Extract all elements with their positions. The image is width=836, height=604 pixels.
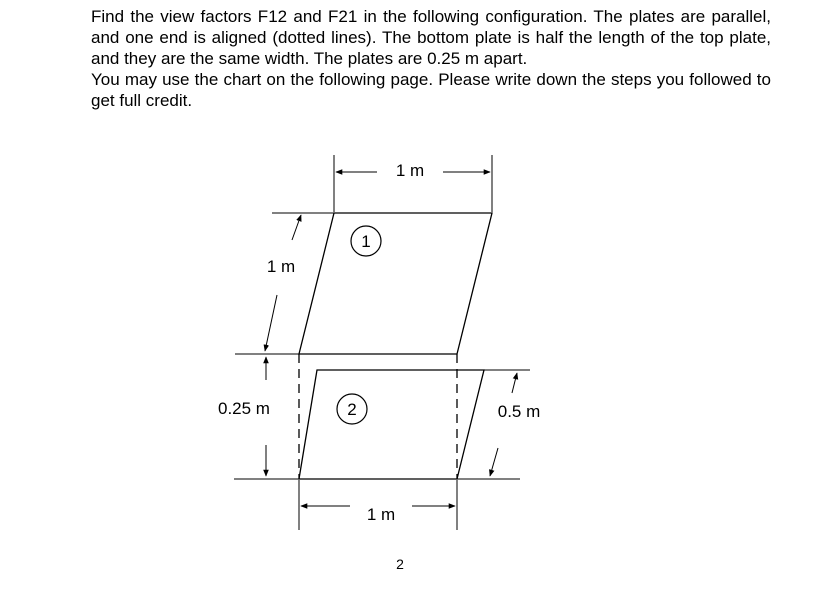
plate-2 <box>299 370 484 479</box>
top-width-label: 1 m <box>395 161 425 180</box>
top-length-dimension <box>235 213 334 354</box>
top-length-label: 1 m <box>266 257 296 276</box>
bottom-length-label: 0.5 m <box>497 402 541 421</box>
plate-2-label: 2 <box>347 400 357 419</box>
plate-1 <box>299 213 492 354</box>
plate-1-label: 1 <box>361 232 371 251</box>
page-number: 2 <box>396 556 404 572</box>
problem-paragraph-1: Find the view factors F12 and F21 in the following configuration. The plates are parallel, and one end is aligned (dotted lines). The bottom plate is half the length of the top plate, and they are the same width. The plates are 0.25 m apart. <box>91 7 771 68</box>
bottom-length-dimension <box>457 370 530 479</box>
problem-paragraph-2: You may use the chart on the following page. Please write down the steps you followed to get full credit. <box>91 70 771 110</box>
gap-label: 0.25 m <box>218 399 270 418</box>
gap-dimension <box>234 357 299 479</box>
bottom-width-label: 1 m <box>366 505 396 524</box>
